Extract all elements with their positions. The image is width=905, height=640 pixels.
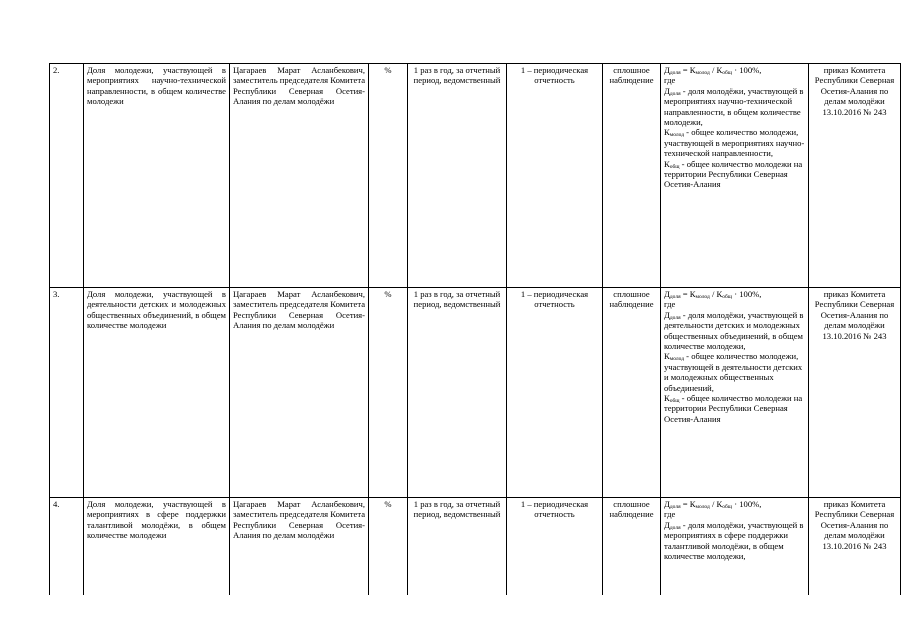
row-number: 2. [50, 64, 84, 288]
indicators-table [49, 63, 901, 595]
order-reference: приказ Комитета Республики Северная Осетия-Алания по делам молодёжи 13.10.2016 № 243 [809, 498, 901, 596]
frequency-cell: 1 раз в год, за отчетный период, ведомственный [408, 64, 507, 288]
collection-method-cell: 1 – периодическая отчетность [507, 498, 603, 596]
formula-k1-definition: $К_{молод}$ - общее количество молодежи, участвующей в мероприятиях научно-технической направленности, [664, 127, 805, 159]
row-number: 3. [50, 288, 84, 498]
formula-k2-definition: $К_{общ}$ - общее количество молодежи на территории Республики Северная Осетия-Алания [664, 158, 803, 190]
formula-k2-definition: $К_{общ}$ - общее количество молодежи на территории Республики Северная Осетия-Алания [664, 393, 803, 424]
formula-d-definition: $Д_{доля}$ - доля молодёжи, участвующей в деятельности детских и молодежных общественных объединений, в общем количестве молодежи, [664, 309, 804, 352]
formula-where: где [664, 299, 676, 310]
formula-cell [661, 288, 809, 498]
table-row [50, 498, 901, 596]
indicator-name: Доля молодежи, участвующей в мероприятиях научно-технической направленности, в общем количестве молодежи [84, 64, 230, 288]
observation-type-cell: сплошное наблюдение [603, 288, 661, 498]
formula-k1-definition: $К_{молод}$ - общее количество молодежи, участвующей в деятельности детских и молодежных общественных объединений, [664, 351, 803, 393]
table-row [50, 64, 901, 288]
order-reference: приказ Комитета Республики Северная Осетия-Алания по делам молодёжи 13.10.2016 № 243 [809, 288, 901, 498]
table-row [50, 288, 901, 498]
formula-d-definition: $Д_{доля}$ - доля молодёжи, участвующей в мероприятиях научно-технической направленности, в общем количестве молодежи, [664, 85, 804, 128]
responsible-person: Цагараев Марат Асланбекович, заместитель председателя Комитета Республики Северная Осетия-Алания по делам молодёжи [230, 288, 369, 498]
indicator-name: Доля молодежи, участвующей в мероприятиях в сфере поддержки талантливой молодёжи, в общем количестве молодежи [84, 498, 230, 596]
frequency-cell: 1 раз в год, за отчетный период, ведомственный [408, 498, 507, 596]
formula-line: $Д_{доля} = К_{молод} / К_{общ} \cdot 100\%$, [664, 289, 762, 300]
frequency-cell: 1 раз в год, за отчетный период, ведомственный [408, 288, 507, 498]
indicator-name: Доля молодежи, участвующей в деятельности детских и молодежных общественных объединений, в общем количестве молодежи [84, 288, 230, 498]
observation-type-cell: сплошное наблюдение [603, 498, 661, 596]
responsible-person: Цагараев Марат Асланбекович, заместитель председателя Комитета Республики Северная Осетия-Алания по делам молодёжи [230, 64, 369, 288]
observation-type-cell: сплошное наблюдение [603, 64, 661, 288]
row-number: 4. [50, 498, 84, 596]
unit-cell: % [369, 498, 408, 596]
formula-d-definition: $Д_{доля}$ - доля молодёжи, участвующей в мероприятиях в сфере поддержки талантливой молодёжи, в общем количестве молодежи, [664, 519, 804, 562]
unit-cell: % [369, 64, 408, 288]
unit-cell: % [369, 288, 408, 498]
order-reference: приказ Комитета Республики Северная Осетия-Алания по делам молодёжи 13.10.2016 № 243 [809, 64, 901, 288]
formula-cell [661, 64, 809, 288]
formula-where: где [664, 75, 676, 86]
collection-method-cell: 1 – периодическая отчетность [507, 288, 603, 498]
formula-where: где [664, 509, 676, 520]
responsible-person: Цагараев Марат Асланбекович, заместитель председателя Комитета Республики Северная Осетия-Алания по делам молодёжи [230, 498, 369, 596]
collection-method-cell: 1 – периодическая отчетность [507, 64, 603, 288]
formula-line: $Д_{доля} = К_{молод} / К_{общ} \cdot 100\%$, [664, 65, 762, 76]
formula-cell [661, 498, 809, 596]
formula-line: $Д_{доля} = К_{молод} / К_{общ} \cdot 100\%$, [664, 499, 762, 510]
